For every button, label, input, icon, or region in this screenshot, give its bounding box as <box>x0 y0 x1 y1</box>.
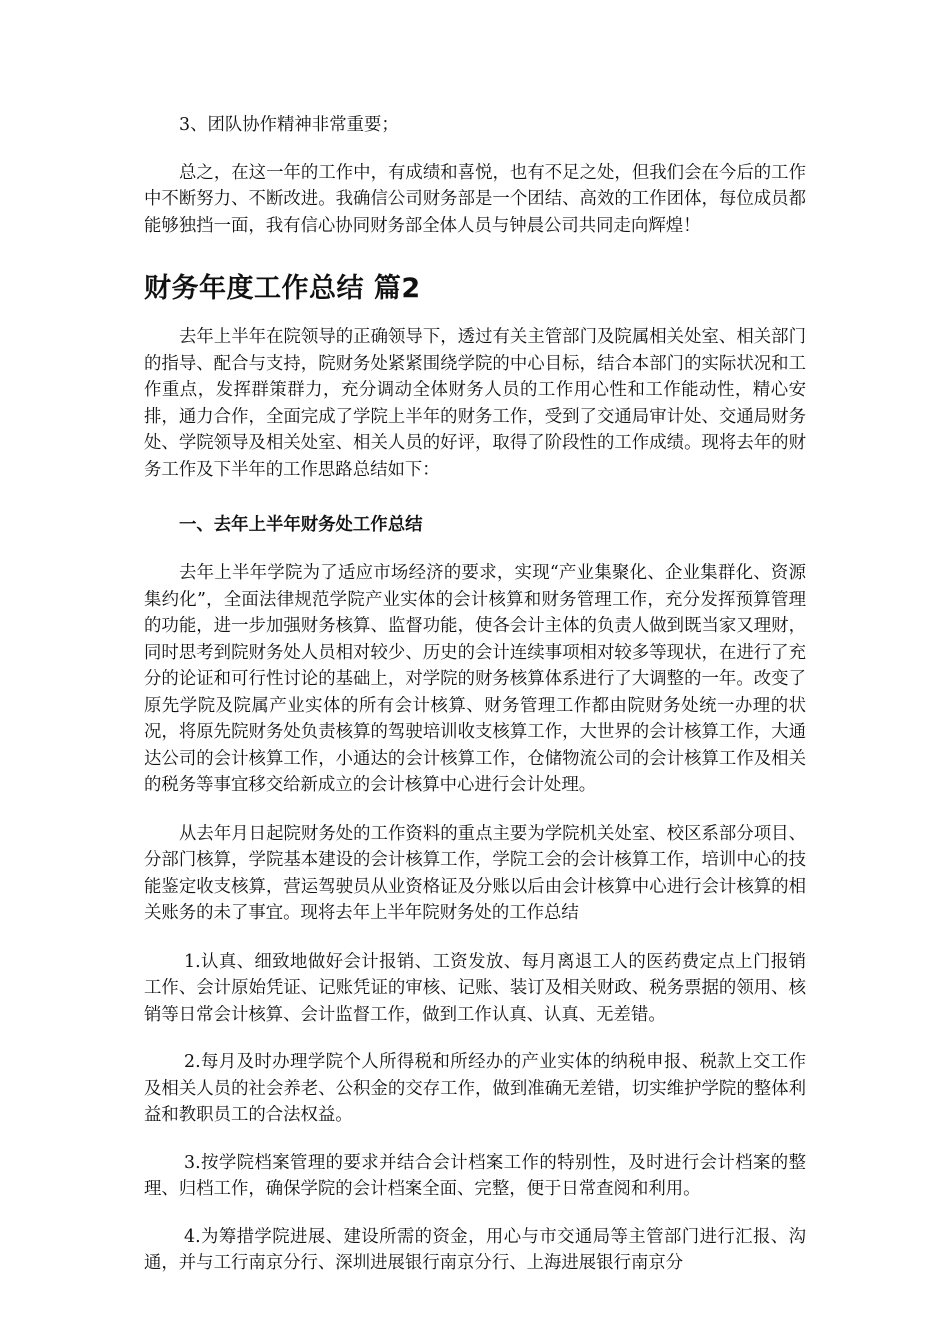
section-paragraph: 从去年月日起院财务处的工作资料的重点主要为学院机关处室、校区系部分项目、分部门核算，学院基本建设的会计核算工作，学院工会的会计核算工作，培训中心的技能鉴定收支核算，营运驾驶员从业资格证及分账以后由会计核算中心进行会计核算的相关账务的未了事宜。现将去年上半年院财务处的工作总结 <box>144 823 806 923</box>
document-body <box>144 112 806 1277</box>
numbered-item: 2.每月及时办理学院个人所得税和所经办的产业实体的纳税申报、税款上交工作及相关人员的社会养老、公积金的交存工作，做到准确无差错，切实维护学院的整体利益和教职员工的合法权益。 <box>144 1052 806 1125</box>
conclusion-paragraph: 总之，在这一年的工作中，有成绩和喜悦，也有不足之处，但我们会在今后的工作中不断努力、不断改进。我确信公司财务部是一个团结、高效的工作团体，每位成员都能够独挡一面，我有信心协同财务部全体人员与钟晨公司共同走向辉煌！ <box>144 162 806 236</box>
numbered-item: 1.认真、细致地做好会计报销、工资发放、每月离退工人的医药费定点上门报销工作、会计原始凭证、记账凭证的审核、记账、装订及相关财政、税务票据的领用、核销等日常会计核算、会计监督工作，做到工作认真、认真、无差错。 <box>144 951 806 1025</box>
section-paragraph: 去年上半年学院为了适应市场经济的要求，实现“产业集聚化、企业集群化、资源集约化”，全面法律规范学院产业实体的会计核算和财务管理工作，充分发挥预算管理的功能，进一步加强财务核算、监督功能，使各会计主体的负责人做到既当家又理财，同时思考到院财务处人员相对较少、历史的会计连续事项相对较多等现状，在进行了充分的论证和可行性讨论的基础上，对学院的财务核算体系进行了大调整的一年。改变了原先学院及院属产业实体的所有会计核算、财务管理工作都由院财务处统一办理的状况，将原先院财务处负责核算的驾驶培训收支核算工作，大世界的会计核算工作，大通达公司的会计核算工作，小通达的会计核算工作，仓储物流公司的会计核算工作及相关的税务等事宜移交给新成立的会计核算中心进行会计处理。 <box>144 563 806 795</box>
numbered-item: 4.为筹措学院进展、建设所需的资金，用心与市交通局等主管部门进行汇报、沟通，并与工行南京分行、深圳进展银行南京分行、上海进展银行南京分 <box>144 1226 806 1273</box>
intro-paragraph: 去年上半年在院领导的正确领导下，透过有关主管部门及院属相关处室、相关部门的指导、配合与支持，院财务处紧紧围绕学院的中心目标，结合本部门的实际状况和工作重点，发挥群策群力，充分调动全体财务人员的工作用心性和工作能动性，精心安排，通力合作，全面完成了学院上半年的财务工作，受到了交通局审计处、交通局财务处、学院领导及相关处室、相关人员的好评，取得了阶段性的工作成绩。现将去年的财务工作及下半年的工作思路总结如下： <box>144 327 806 480</box>
document-heading: 财务年度工作总结 篇2 <box>144 273 421 304</box>
numbered-item: 3.按学院档案管理的要求并结合会计档案工作的特别性，及时进行会计档案的整理、归档工作，确保学院的会计档案全面、完整，便于日常查阅和利用。 <box>144 1152 806 1199</box>
section-heading: 一、去年上半年财务处工作总结 <box>179 515 423 535</box>
numbered-point-3: 3、团队协作精神非常重要； <box>179 115 399 135</box>
